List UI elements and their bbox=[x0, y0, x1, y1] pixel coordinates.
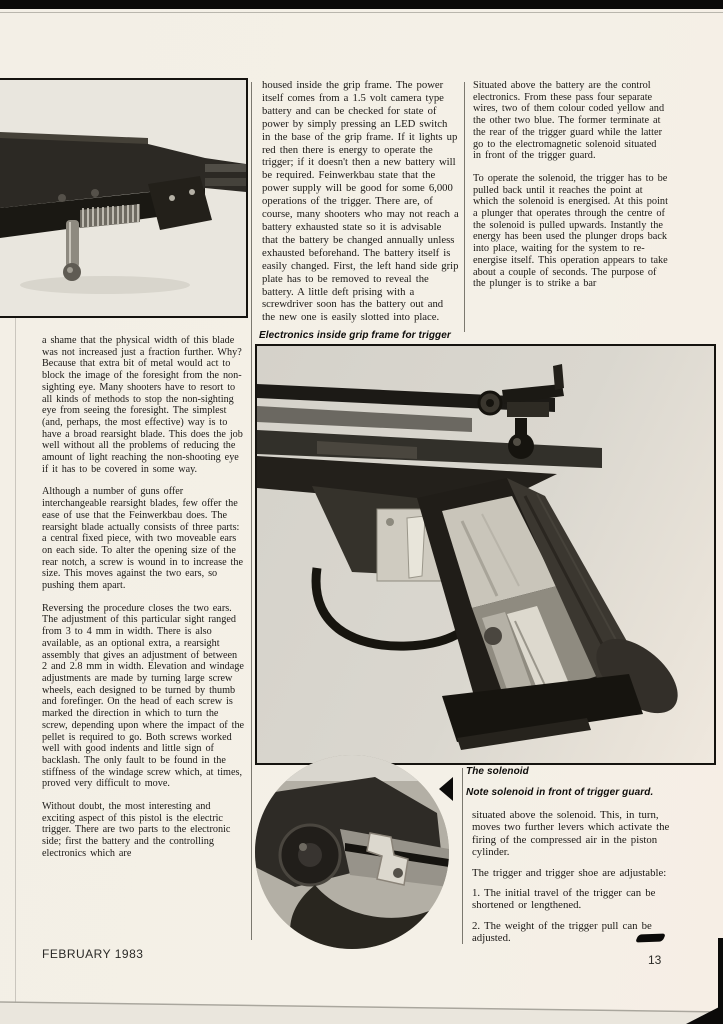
paragraph: Situated above the battery are the control electronics. From these pass four separate wires, two of them colour coded yellow and the other two blue. The former terminate at the rear of the trigger guard while the latter go to the electromagnetic solenoid situated in front of the trigger guard. bbox=[473, 80, 665, 162]
paragraph: To operate the solenoid, the trigger has to be pulled back until it reaches the point at which the solenoid is energised. At this point a plunger that operates through the centre of the solenoid is pulled upwards. Instantly the energy has been used the plunger drops back into place, waiting for the system to re-energise itself. This operation appears to take about a couple of seconds. The purpose of the plunger is to strike a bar bbox=[473, 172, 668, 290]
paragraph: situated above the solenoid. This, in turn, moves two further levers which activate the firing of the compressed air in the piston cylinder. bbox=[472, 809, 670, 859]
footer-issue-date: FEBRUARY 1983 bbox=[42, 947, 144, 961]
paragraph: Although a number of guns offer interchangeable rearsight blades, few offer the ease of use that the Feinwerkbau does. The rearsight blade actually consists of three parts: a central fixed piece, with two moveable ears on each side. To alter the opening size of the rear notch, a screw is wound in to increase the size. This moves against the two ears, so pushing them apart. bbox=[42, 486, 243, 592]
main-photo-caption: Electronics inside grip frame for trigger bbox=[259, 330, 451, 341]
paragraph: Reversing the procedure closes the two ears. The adjustment of this particular sight ranged from 3 to 4 mm in width. There is also available, as an optional extra, a rearsight assembly that gives an adjustment of between 2 and 2.8 mm in width. Elevation and windage adjustments are made by turning large screw wheels, each designed to be turned by thumb and forefinger. On the head of each screw is marked the direction in which to turn the screw, depending upon where the impact of the pellet is required to go. Both screws worked well with good indents and little sign of backlash. The only fault to be found in the stiffness of the windage screw which, at times, proved very difficult to move. bbox=[42, 602, 245, 790]
column-rule-middle bbox=[464, 82, 465, 332]
paragraph: housed inside the grip frame. The power itself comes from a 1.5 volt camera type battery and can be checked for state of power by simply pressing an LED switch in the base of the grip frame. If it lights up red then there is energy to operate the trigger; if it doesn't then a new battery will be required. Feinwerkbau state that the power supply will be good for some 6,000 operations of the trigger. There are, of course, many shooters who may not reach a battery exhausted state so it is advisable that the battery be changed annually unless exhausted beforehand. The battery itself is easily changed. First, the left hand side grip plate has to be removed to reveal the battery. A little deft prising with a screwdriver soon has the battery out and the new one is easily slotted into place. bbox=[262, 79, 459, 324]
column-right-bottom bbox=[472, 809, 674, 949]
page-number: 13 bbox=[648, 953, 662, 967]
inset-caption-title: The solenoid bbox=[466, 766, 529, 777]
scan-top-edge bbox=[0, 0, 723, 9]
column-middle-top bbox=[262, 79, 459, 337]
inset-pointer-icon bbox=[439, 777, 453, 801]
list-item: 2. The weight of the trigger pull can be adjusted. bbox=[472, 919, 652, 945]
list-item: 1. The initial travel of the trigger can be shortened or lengthened. bbox=[472, 887, 656, 912]
photo-receiver-spring-art bbox=[0, 80, 246, 316]
paragraph: Without doubt, the most interesting and exciting aspect of this pistol is the electric trigger. There are two parts to the electronic side; first the battery and the controlling electronics which are bbox=[42, 801, 231, 859]
paragraph: a shame that the physical width of this blade was not increased just a fraction further. Why? Because that extra bit of metal would act to block the image of the foresight from the non-sighting eye. Many shooters have to resort to all kinds of methods to stop the non-sighting eye from seeing the foresight. The simplest (and, perhaps, the most effective) way is to have a broad rearsight blade. This does the job well without all the problems of reducing the amount of light reaching the non-shooting eye if it has to be covered in some way. bbox=[42, 335, 243, 475]
inset-caption-note: Note solenoid in front of trigger guard. bbox=[466, 787, 654, 798]
column-rule-left bbox=[251, 82, 252, 940]
scan-right-edge bbox=[718, 938, 723, 1024]
page-top-hairline bbox=[0, 12, 723, 13]
paragraph: The trigger and trigger shoe are adjustable: bbox=[472, 866, 667, 879]
photo-receiver-spring bbox=[0, 78, 248, 318]
photo-grip-electronics bbox=[255, 344, 716, 765]
page-gutter-shadow bbox=[15, 300, 16, 1003]
photo-solenoid-inset bbox=[255, 755, 449, 949]
column-right-top bbox=[473, 80, 668, 342]
column-left bbox=[42, 335, 246, 945]
photo-solenoid-inset-art bbox=[255, 755, 449, 949]
scan-bottom-edge bbox=[0, 992, 723, 1024]
column-rule-right-bottom bbox=[462, 768, 463, 944]
photo-grip-electronics-art bbox=[257, 346, 714, 763]
